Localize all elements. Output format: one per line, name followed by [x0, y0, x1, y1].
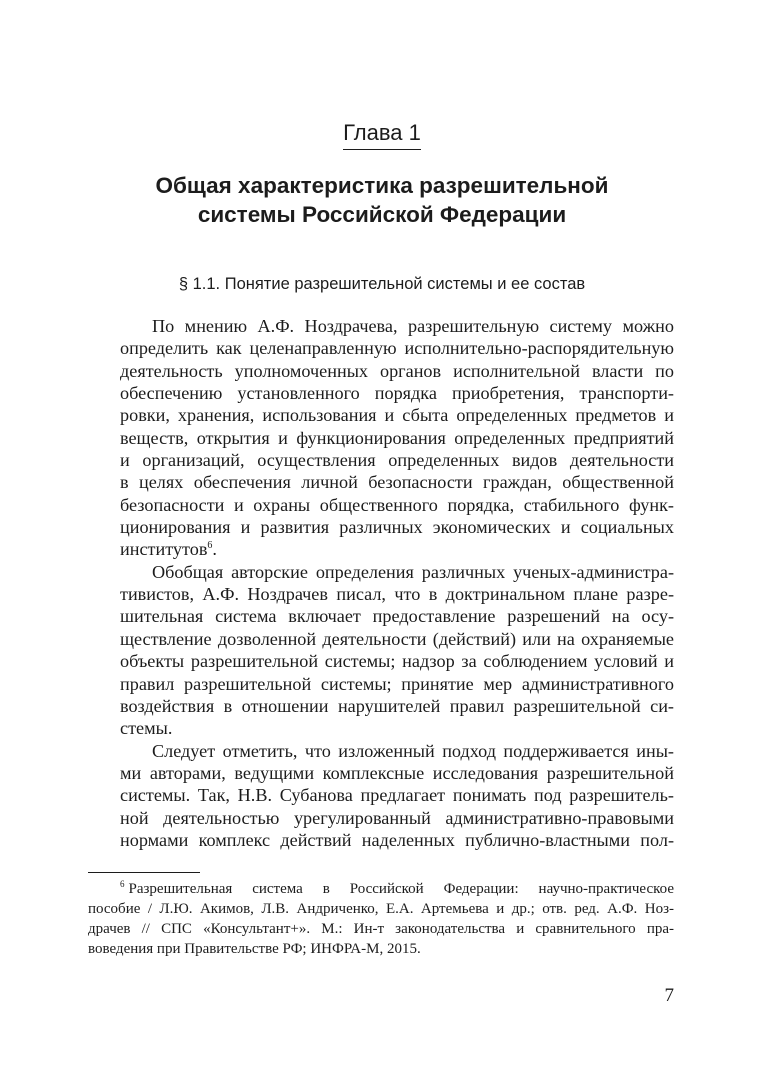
paragraph-line: системы. Так, Н.В. Субанова предлагает понимать под разрешитель-: [120, 785, 674, 806]
paragraph-line: определить как целенаправленную исполнительно-распорядительную: [120, 338, 674, 359]
body-text: [88, 315, 674, 851]
paragraph-line: объекты разрешительной системы; надзор за соблюдением условий и: [120, 651, 674, 672]
page-number: 7: [664, 985, 674, 1006]
chapter-title-line: системы Российской Федерации: [197, 202, 567, 227]
paragraph-line: ровки, хранения, использования и сбыта определенных предметов и: [120, 405, 674, 426]
paragraph-line: веществ, открытия и функционирования определенных предприятий: [120, 427, 674, 448]
chapter-label-text: Глава 1: [343, 118, 421, 150]
paragraph: [88, 740, 674, 852]
footnote-line: пособие / Л.Ю. Акимов, Л.В. Андриченко, Е.А. Артемьева и др.; отв. ред. А.Ф. Ноз-: [88, 901, 674, 917]
chapter-label: [0, 118, 764, 150]
paragraph-line: Следует отметить, что изложенный подход поддерживается ины-: [152, 740, 674, 761]
paragraph-line: [88, 538, 674, 560]
paragraph-line: стемы.: [120, 718, 173, 739]
footnote: [88, 879, 674, 959]
paragraph-line: По мнению А.Ф. Ноздрачева, разрешительную систему можно: [152, 316, 674, 336]
footnote-line-text: Разрешительная система в Российской Федерации: научно-практическое: [128, 881, 674, 897]
paragraph-line: воздействия в отношении нарушителей правил разрешительной си-: [120, 695, 674, 716]
paragraph-line: ционирования и развития различных экономических и социальных: [120, 517, 674, 538]
paragraph-line: обеспечению установленного порядка приобретения, транспорти-: [120, 383, 674, 404]
footnote-line: воведения при Правительстве РФ; ИНФРА-М, 2015.: [88, 941, 421, 957]
paragraph-line: правил разрешительной системы; принятие мер административного: [120, 673, 674, 694]
footnote-reference[interactable]: 6: [207, 540, 213, 552]
paragraph: [88, 561, 674, 740]
paragraph-line: деятельность уполномоченных органов исполнительной власти по: [120, 360, 674, 381]
footnote-line: [88, 879, 674, 899]
section-title: § 1.1. Понятие разрешительной системы и ее состав: [178, 275, 586, 293]
footnote-mark: 6: [120, 879, 125, 889]
paragraph-line: ной деятельностью урегулированный административно-правовыми: [120, 807, 674, 828]
paragraph-line: и организаций, осуществления определенных видов деятельности: [120, 450, 674, 471]
paragraph-line: в целях обеспечения личной безопасности граждан, общественной: [120, 472, 674, 493]
paragraph-line: ществление дозволенной деятельности (действий) или на охраняемые: [120, 628, 674, 649]
paragraph-line: шительная система включает предоставление разрешений на осу-: [120, 606, 674, 627]
paragraph-line: Обобщая авторские определения различных ученых-администра-: [152, 561, 674, 582]
chapter-title: [0, 171, 764, 229]
sentence-end: .: [212, 539, 217, 560]
paragraph-line: нормами комплекс действий наделенных публично-властными пол-: [120, 829, 674, 850]
paragraph-line: тивистов, А.Ф. Ноздрачев писал, что в доктринальном плане разре-: [120, 584, 674, 605]
paragraph: [88, 315, 674, 561]
footnote-divider: [88, 872, 200, 873]
paragraph-line: ми авторами, ведущими комплексные исследования разрешительной: [120, 762, 674, 783]
chapter-title-line: Общая характеристика разрешительной: [155, 173, 609, 198]
footnote-line: драчев // СПС «Консультант+». М.: Ин-т законодательства и сравнительного пра-: [88, 921, 674, 937]
paragraph-line-text: институтов: [120, 539, 208, 560]
paragraph-line: безопасности и охраны общественного порядка, стабильного функ-: [120, 494, 674, 515]
